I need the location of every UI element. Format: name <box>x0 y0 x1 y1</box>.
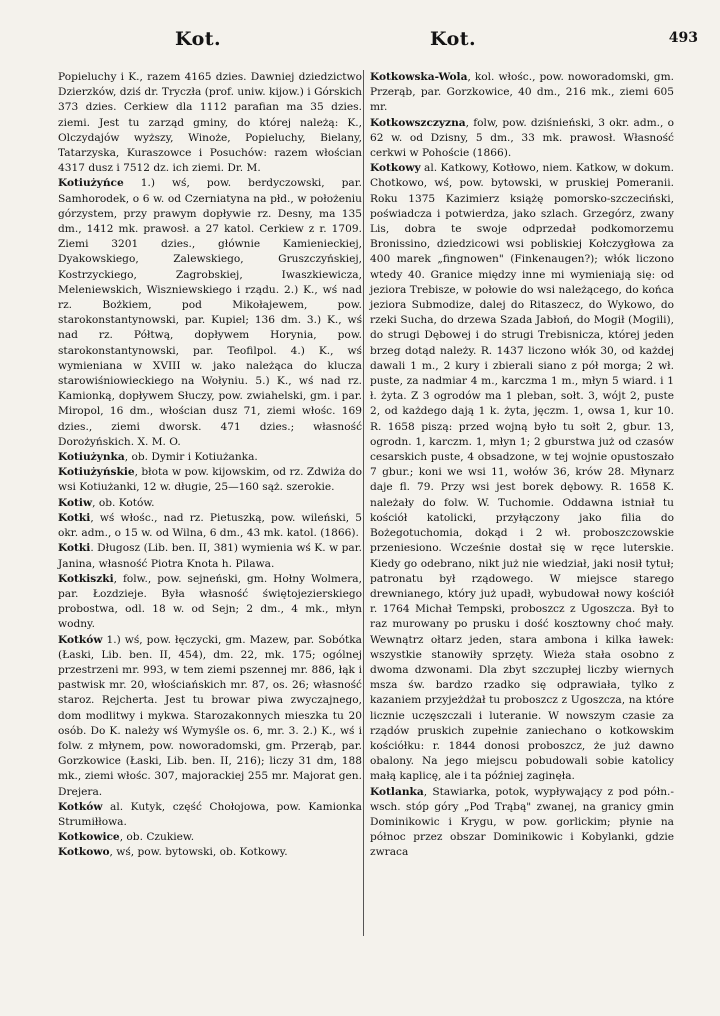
page-number: 493 <box>668 30 698 46</box>
right-column <box>370 70 674 861</box>
dictionary-entry <box>370 161 674 784</box>
dictionary-entry <box>370 785 674 861</box>
entry-headword: Kotki <box>58 511 91 524</box>
dictionary-entry <box>58 70 362 176</box>
dictionary-entry <box>58 511 362 541</box>
entry-headword: Kotkowo <box>58 846 110 859</box>
entry-text: 1.) wś, pow. łęczycki, gm. Mazew, par. Sobótka (Łaski, Lib. ben. II, 454), dm. 22, mk. 175; ogólnej przestrzeni mr. 993, w tem ziemi pszennej mr. 886, łąk i pastwisk mr. 20, włościańskich mr. 87, os. 26; własność staroz. Rejcherta. Jest tu browar piwa zwyczajnego, dom modlitwy i mykwa. Starozakonnych mieszka tu 20 osób. Do K. należy wś Wymyśle os. 6, mr. 3. 2.) K., wś i folw. z młynem, pow. noworadomski, gm. Przerąb, par. Gorzkowice (Łaski, Lib. ben. II, 216); liczy 31 dm, 188 mk., ziemi włośc. 307, majorackiej 255 mr. Majorat gen. Drejera. <box>58 633 362 798</box>
dictionary-entry <box>58 541 362 571</box>
entry-headword: Kotkowszczyzna <box>370 116 466 129</box>
left-column <box>58 70 362 861</box>
entry-text: , ob. Dymir i Kotiużanka. <box>124 451 258 464</box>
entry-headword: Kotków <box>58 633 103 646</box>
entry-headword: Kotiużynka <box>58 451 125 464</box>
entry-headword: Kotiużyńskie <box>58 466 135 479</box>
entry-headword: Kotki <box>58 542 91 555</box>
entry-text: , błota w pow. kijowskim, od rz. Zdwiża do wsi Kotiużanki, 12 w. długie, 25—160 sąż. szerokie. <box>58 466 362 494</box>
entry-text: , Stawiarka, potok, wypływający z pod półn.-wsch. stóp góry „Pod Trąbą" zwanej, na granicy gmin Dominikowic i Krygu, w pow. gorlickim; płynie na północ przez obszar Dominikowic i Kobylanki, gdzie zwraca <box>370 785 674 859</box>
entry-text: , wś, pow. bytowski, ob. Kotkowy. <box>109 846 288 859</box>
entry-text: , folw., pow. sejneński, gm. Hołny Wolmera, par. Łozdzieje. Była własność świętojezierskiego probostwa, odl. 18 w. od Sejn; 2 dm., 4 mk., młyn wodny. <box>58 572 362 631</box>
entry-headword: Kotkiszki <box>58 572 114 585</box>
dictionary-entry <box>58 450 362 465</box>
dictionary-entry <box>58 800 362 830</box>
entry-text: , ob. Kotów. <box>92 496 155 509</box>
dictionary-entry <box>58 572 362 633</box>
dictionary-entry <box>58 496 362 511</box>
entry-headword: Kotkowska-Wola <box>370 71 468 83</box>
entry-text: , folw, pow. dziśnieński, 3 okr. adm., o 62 w. od Dzisny, 5 dm., 33 mk. prawosł. Własność cerkwi w Pohoście (1866). <box>370 116 674 160</box>
entry-text: al. Kutyk, część Chołojowa, pow. Kamionka Strumiłłowa. <box>58 800 362 828</box>
dictionary-entry <box>58 465 362 495</box>
dictionary-entry <box>370 70 674 116</box>
entry-text: , kol. włośc., pow. noworadomski, gm. Przerąb, par. Gorzkowice, 40 dm., 216 mk., ziemi 605 mr. <box>370 71 674 114</box>
entry-headword: Kotków <box>58 800 103 813</box>
dictionary-entry <box>58 830 362 845</box>
entry-text: , wś włośc., nad rz. Pietuszką, pow. wileński, 5 okr. adm., o 15 w. od Wilna, 6 dm., 43 mk. katol. (1866). <box>58 511 362 540</box>
entry-text: . Długosz (Lib. ben. II, 381) wymienia wś K. w par. Janina, własność Piotra Knota h. Pilawa. <box>58 542 362 570</box>
dictionary-entry <box>370 116 674 162</box>
entry-headword: Kotkowy <box>370 162 421 175</box>
entry-headword: Kotiużyńce <box>58 177 124 190</box>
dictionary-entry <box>58 845 362 860</box>
dictionary-entry <box>58 633 362 800</box>
entry-headword: Kotlanka <box>370 785 424 798</box>
entry-headword: Kotkowice <box>58 831 120 844</box>
entry-text: , ob. Czukiew. <box>119 831 195 844</box>
entry-text: Popieluchy i K., razem 4165 dzies. Dawniej dziedzictwo Dzierzków, dziś dr. Tryczła (prof. uniw. kijow.) i Górskich 373 dzies. Cerkiew dla 1112 parafian ma 35 dzies. ziemi. Jest tu zarząd gminy, do której należą: K., Olczydajów wyższy, Winoże, Popieluchy, Bielany, Tatarzyska, Kuraszowce i Posuchów: razem włościan 4317 dusz i 7512 dz. ich ziemi. Dr. M. <box>58 71 362 175</box>
entry-text: 1.) wś, pow. berdyczowski, par. Samhorodek, o 6 w. od Czerniatyna na płd., w położeniu górzystem, przy prawym dopływie rz. Desny, ma 135 dm., 1412 mk. prawosł. a 27 katol. Cerkiew z r. 1709. Ziemi 3201 dzies., głównie Kamienieckiej, Dyakowskiego, Zalewskiego, Gruszczyńskiej, Kostrzyckiego, Zagrobskiej, Iwaszkiewicza, Meleniewskich, Wiszniewskiego i rządu. 2.) K., wś nad rz. Bożkiem, pod Mikołajewem, pow. starokonstantynowski, par. Kupiel; 136 dm. 3.) K., wś nad rz. Półtwą, dopływem Horynia, pow. starokonstantynowski, par. Teofilpol. 4.) K., wś wymieniana w XVIII w. jako należąca do klucza starowiśniowieckiego na Wołyniu. 5.) K., wś nad rz. Kamionką, dopływem Słuczy, pow. zwiahelski, gm. i par. Miropol, 16 dm., włościan dusz 71, ziemi włośc. 169 dzies., ziemi dworsk. 471 dzies.; własność Dorożyńskich. X. M. O. <box>58 177 362 448</box>
running-header-right: Kot. <box>430 28 477 50</box>
dictionary-entry <box>58 176 362 450</box>
entry-text: al. Katkowy, Kotłowo, niem. Katkow, w dokum. Chotkowo, wś, pow. bytowski, w pruskiej Pomeranii. Roku 1375 Kazimierz książę pomorsko-szczeciński, poświadcza i potwierdza, jako szlach. Grzegórz, zwany Lis, dobra te swoje odprzedał podkomorzemu Bronissino, dziedzicowi wsi pobliskiej Kołczygłowa za 400 marek „fingnowen" (Finkenaugen?); włók liczono wtedy 40. Granice między inne mi wymieniają się: od jeziora Trebisze, w połowie do wsi należącego, do końca jeziora Submodize, dalej do Ritaszecz, do Wykowo, do rzeki Sucha, do drzewa Szada Jabłoń, do Mogił (Mogili), do strugi Dębowej i do strugi Trebisnicza, której jeden brzeg dotąd należy. R. 1437 liczono włók 30, od każdej dawali 1 m., 2 kury i zbierali siano z pół morga; 2 wł. puste, za nadmiar 4 m., karczma 1 m., młyn 5 wiard. i 1 ł. żyta. Z 3 ogrodów ma 1 pleban, sołt. 3, wójt 2, puste 2, od każdego dają 1 k. żyta, jęczm. 1, owsa 1, kur 10. R. 1658 piszą: przed wojną było tu sołt 2, gbur. 13, ogrodn. 1, karczm. 1, młyn 1; 2 gburstwa już od czasów cesarskich puste, 4 obsadzone, w tej wojnie opustoszało 7 gbur.; koni we wsi 11, wołów 36, krów 28. Młynarz daje fl. 79. Przy wsi jest borek dębowy. R. 1658 K. należały do folw. W. Tuchomie. Oddawna istniał tu kościół katolicki, przyłączony jako filia do Bożegotuchomia, dokąd i 2 wł. proboszczowskie przeniesiono. Wcześnie dostał się w ręce luterskie. Kiedy go odebrano, nikt już nie wiedział, jaki nosił tytuł; patronatu był rządowego. W miejsce starego drewnianego, który już upadł, wybudował nowy kościół r. 1764 Michał Tempski, proboszcz z Ugoszcza. Był to raz murowany po prusku i dość kosztowny choć mały. Wewnątrz ołtarz jeden, stara ambona i kilka ławek: wszystkie stanowiły sprzęty. Wieża stała osobno z dwoma dzwonami. Dla zbyt szczupłej liczby wiernych msza św. bardzo rzadko się odprawiała, tylko z kazaniem przyjeżdżał tu proboszcz z Ugoszcza, na które licznie uczęszczali i luteranie. W nowszym czasie za rządów pruskich zupełnie zaniechano o kotkowskim kościółku: r. 1844 donosi proboszcz, że już dawno obalony. Na jego miejscu pobudowali sobie katolicy małą kaplicę, ale i ta później zaginęła. <box>370 162 674 783</box>
running-header-left: Kot. <box>175 28 222 50</box>
column-divider <box>363 70 364 936</box>
entry-headword: Kotiw <box>58 496 93 509</box>
